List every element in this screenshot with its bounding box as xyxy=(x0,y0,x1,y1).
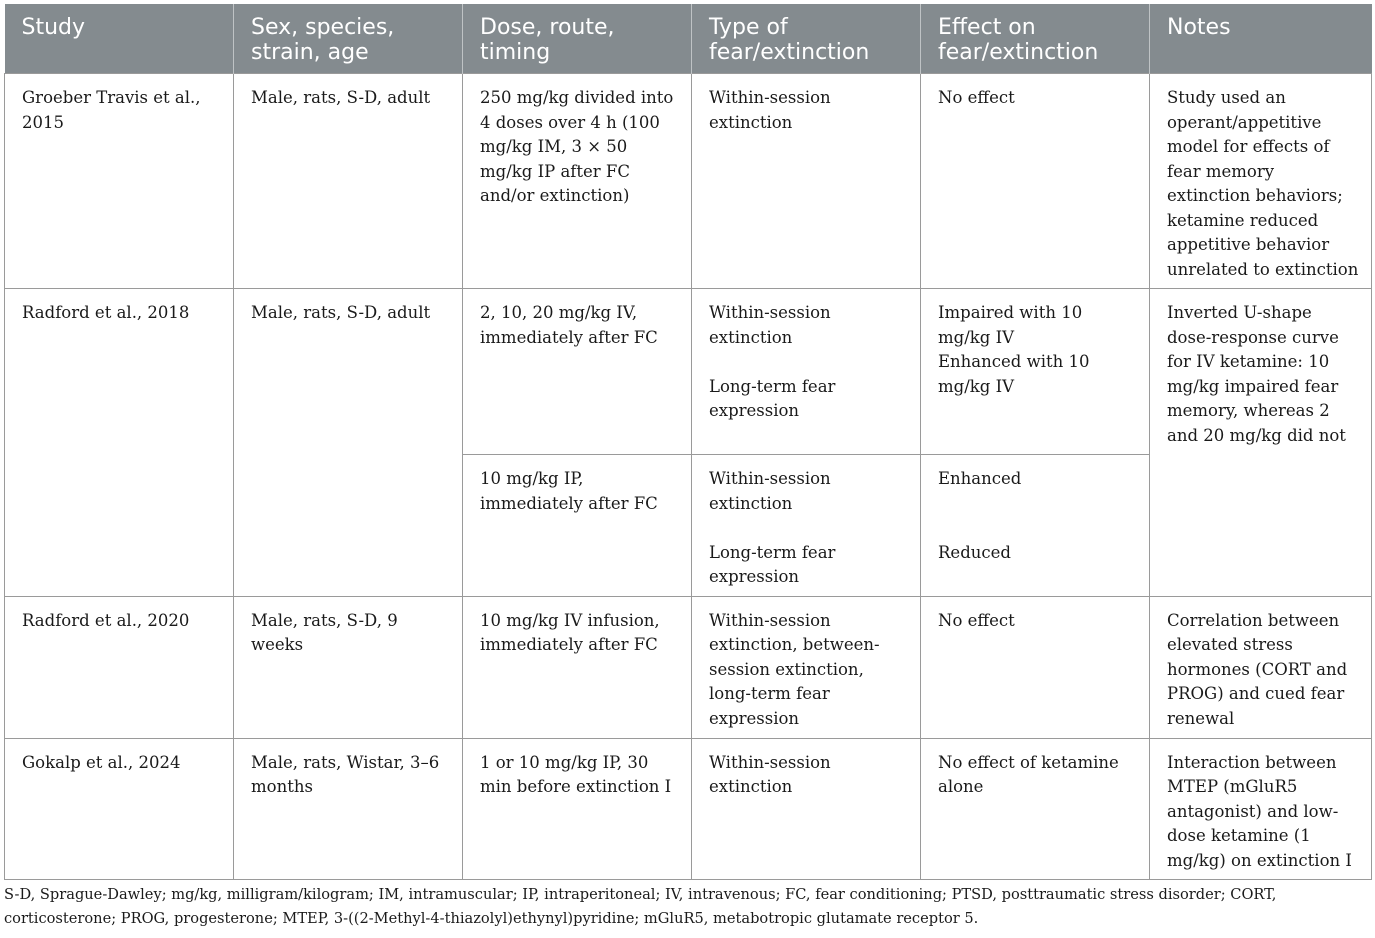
cell-subjects: Male, rats, S-D, 9 weeks xyxy=(234,596,463,738)
cell-dose: 10 mg/kg IV infusion, immediately after FC xyxy=(463,596,692,738)
cell-type: Within-session extinction xyxy=(692,74,921,289)
cell-effect: No effect xyxy=(921,74,1150,289)
table-row xyxy=(5,74,1372,289)
type-within-session: Within-session extinction xyxy=(709,469,831,513)
table-row xyxy=(5,738,1372,880)
cell-effect: No effect of ketamine alone xyxy=(921,738,1150,880)
cell-effect: No effect xyxy=(921,596,1150,738)
cell-dose: 250 mg/kg divided into 4 doses over 4 h (100 mg/kg IM, 3 × 50 mg/kg IP after FC and/or extinction) xyxy=(463,74,692,289)
cell-type xyxy=(692,289,921,455)
header-effect: Effect on fear/extinction xyxy=(921,4,1150,74)
cell-effect xyxy=(921,455,1150,597)
cell-type: Within-session extinction xyxy=(692,738,921,880)
cell-notes: Study used an operant/appetitive model for effects of fear memory extinction behaviors; ketamine reduced appetitive behavior unrelated to extinction xyxy=(1150,74,1372,289)
cell-study: Radford et al., 2020 xyxy=(5,596,234,738)
header-type: Type of fear/extinction xyxy=(692,4,921,74)
header-dose: Dose, route, timing xyxy=(463,4,692,74)
type-long-term: Long-term fear expression xyxy=(709,542,836,586)
table-row xyxy=(5,289,1372,455)
cell-dose: 2, 10, 20 mg/kg IV, immediately after FC xyxy=(463,289,692,455)
cell-subjects: Male, rats, S-D, adult xyxy=(234,74,463,289)
cell-type: Within-session extinction, between-session extinction, long-term fear expression xyxy=(692,596,921,738)
study-table-container xyxy=(4,4,1371,880)
cell-dose: 10 mg/kg IP, immediately after FC xyxy=(463,455,692,597)
table-row xyxy=(5,596,1372,738)
cell-subjects: Male, rats, Wistar, 3–6 months xyxy=(234,738,463,880)
cell-study: Gokalp et al., 2024 xyxy=(5,738,234,880)
cell-study: Radford et al., 2018 xyxy=(5,289,234,597)
effect-long-term: Enhanced with 10 mg/kg IV xyxy=(938,352,1090,396)
cell-type xyxy=(692,455,921,597)
cell-notes: Interaction between MTEP (mGluR5 antagonist) and low-dose ketamine (1 mg/kg) on extinction I xyxy=(1150,738,1372,880)
cell-study: Groeber Travis et al., 2015 xyxy=(5,74,234,289)
cell-notes: Inverted U-shape dose-response curve for IV ketamine: 10 mg/kg impaired fear memory, whereas 2 and 20 mg/kg did not xyxy=(1150,289,1372,597)
cell-subjects: Male, rats, S-D, adult xyxy=(234,289,463,597)
table-footnote: S-D, Sprague-Dawley; mg/kg, milligram/kilogram; IM, intramuscular; IP, intraperitoneal; IV, intravenous; FC, fear conditioning; PTSD, posttraumatic stress disorder; CORT, corticosterone; PROG, progesterone; MTEP, 3-((2-Methyl-4-thiazolyl)ethynyl)pyridine; mGluR5, metabotropic glutamate receptor 5. xyxy=(4,886,1277,927)
effect-long-term: Reduced xyxy=(938,542,1011,562)
table-header-row xyxy=(5,4,1372,74)
effect-within-session: Enhanced xyxy=(938,469,1022,488)
type-within-session: Within-session extinction xyxy=(709,303,831,347)
study-table xyxy=(4,4,1372,880)
effect-within-session: Impaired with 10 mg/kg IV xyxy=(938,303,1083,347)
cell-dose: 1 or 10 mg/kg IP, 30 min before extinction I xyxy=(463,738,692,880)
header-subjects: Sex, species, strain, age xyxy=(234,4,463,74)
cell-notes: Correlation between elevated stress hormones (CORT and PROG) and cued fear renewal xyxy=(1150,596,1372,738)
header-study: Study xyxy=(5,4,234,74)
type-long-term: Long-term fear expression xyxy=(709,376,836,420)
cell-effect xyxy=(921,289,1150,455)
header-notes: Notes xyxy=(1150,4,1372,74)
